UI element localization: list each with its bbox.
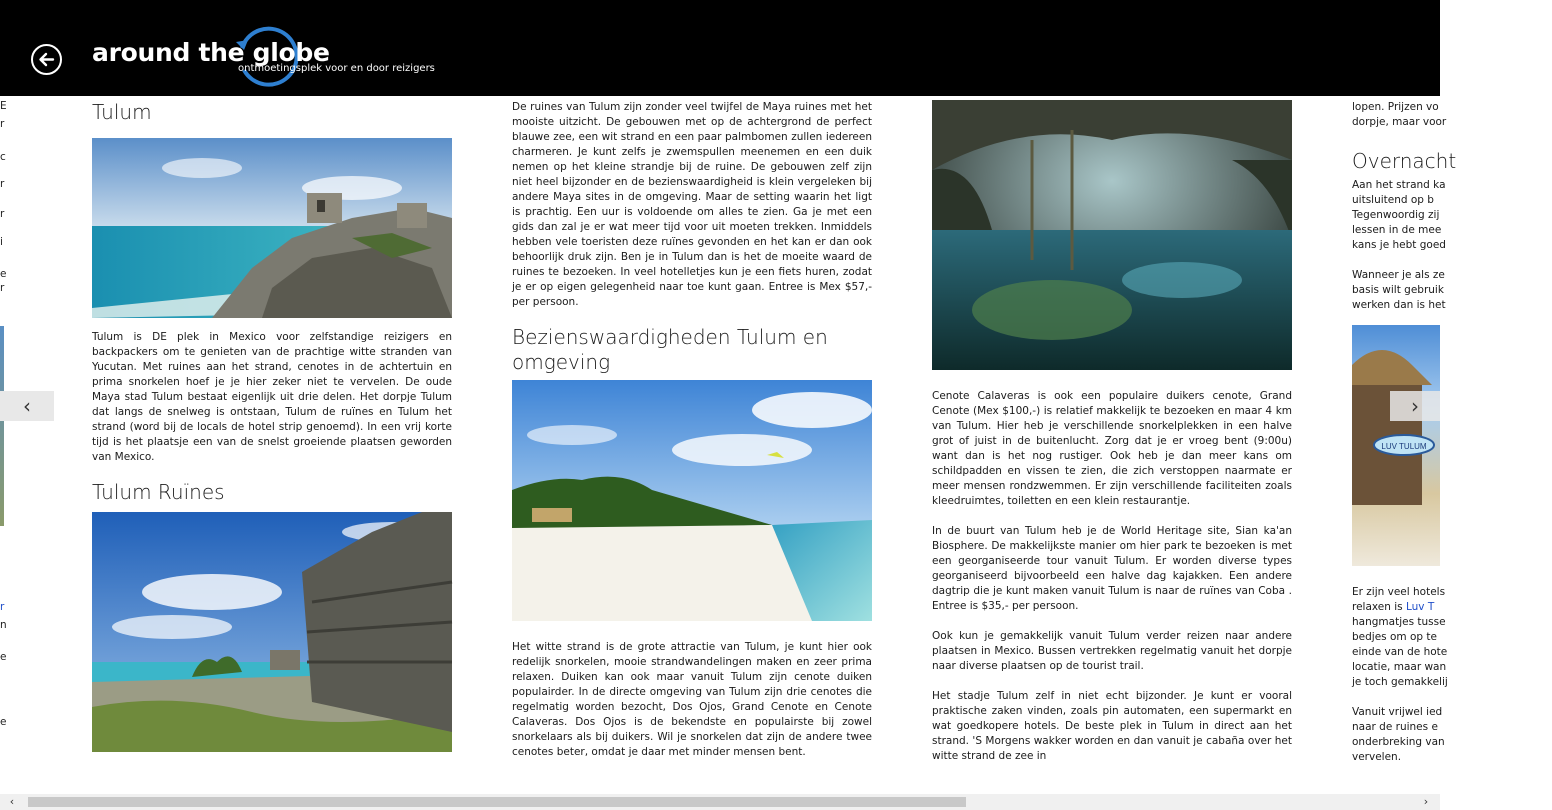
edge-char: r [0,118,5,130]
text-line: dorpje, maar voor [1352,116,1447,128]
chevron-left-icon: ‹ [23,394,31,418]
beach-paragraph: Het witte strand is de grote attractie van Tulum, je kunt hier ook redelijk snorkelen, mooie strandwandelingen maken en zeer prima relaxen. Duiken kan ook maar vanuit Tulum zijn cenote duiken populairder. In de directe omgeving van Tulum zijn drie cenotes die regelmatig worden bezocht, Dos Ojos, Grand Cenote en Cenote Calaveras. Dos Ojos is de bekendste en populairste bij zowel snorkelaars als bij duikers. Wil je snorkelen dat zijn de andere twee cenotes beter, omdat je daar met minder mensen bent. [512,641,872,758]
luv-tulum-link[interactable]: Luv T [1405,601,1435,613]
tulum-ruins-wall-image [92,512,452,752]
previous-page-button[interactable] [0,391,54,421]
beach-bar-image [1352,325,1440,566]
text-line: lessen in de mee [1352,224,1442,236]
chevron-right-icon: › [1423,795,1429,808]
text-line: Aan het strand ka [1352,179,1446,191]
cenote-cave-image [932,100,1292,370]
text-line: vervelen. [1352,751,1402,763]
text-fragment: relaxen is [1352,601,1406,613]
text-line: werken dan is het [1352,299,1446,311]
edge-char: e [0,651,7,663]
sign-text: LUV TULUM [1381,442,1427,451]
article-column-3 [932,96,1292,779]
scroll-left-button[interactable] [4,794,20,810]
chevron-right-icon: › [1411,394,1419,418]
tulum-ruins-coast-image [92,138,452,318]
text-line: Vanuit vrijwel ied [1352,706,1443,718]
cenote-paragraph: Cenote Calaveras is ook een populaire duikers cenote, Grand Cenote (Mex $100,-) is relatief makkelijk te bezoeken en maar 4 km van Tulum. Hier heb je verschillende snorkelplekken in een halve grot of juist in de buitenlucht. Zorg dat je er vroeg bent (9:00u) want dan is het nog rustiger. Ook heb je dan meer kans om schildpadden en vissen te zien, die zich verstoppen naarmate er meer mensen rondzwemmen. Er zijn verschillende faciliteiten zoals kleedruimtes, toiletten en een klein restaurantje. [932,390,1292,507]
back-button[interactable] [31,44,62,75]
edge-image [0,326,4,526]
section-heading: Bezienswaardigheden Tulum en omgeving [512,325,828,374]
edge-char: e [0,716,7,728]
article-column-1 [92,96,452,752]
edge-char: i [0,236,3,248]
text-line: hangmatjes tusse [1352,616,1446,628]
text-line: Er zijn veel hotels [1352,586,1446,598]
text-line [1352,600,1552,615]
article-column-2 [512,96,872,775]
intro-paragraph: Tulum is DE plek in Mexico voor zelfstandige reizigers en backpackers om te genieten van de prachtige witte stranden van Yucutan. Met ruines aan het strand, cenotes in de achtertuin en prima snorkelen hoef je je hier zeker niet te vervelen. De oude Maya stad Tulum bestaat eigenlijk uit drie delen. Het dorpje Tulum dat langs de snelweg is ontstaan, Tulum de ruïnes en Tulum het strand (word bij de locals de hotel strip genoemd). In een vrij korte tijd is het plaatsje een van de snelst groeiende plaatsen geworden van Mexico. [92,331,452,463]
text-line: je toch gemakkelij [1352,676,1448,688]
section-heading: Tulum Ruïnes [92,480,225,504]
edge-char: e [0,268,7,280]
text-line: basis wilt gebruik [1352,284,1444,296]
travel-paragraph: Ook kun je gemakkelijk vanuit Tulum verder reizen naar andere plaatsen in Mexico. Bussen vertrekken regelmatig vanuit het dorpje naar diverse plaatsen op de tourist trail. [932,630,1292,672]
edge-char: r [0,178,5,190]
text-line: locatie, maar wan [1352,661,1447,673]
biosphere-paragraph: In de buurt van Tulum heb je de World Heritage site, Sian ka'an Biosphere. De makkelijkste manier om hier park te bezoeken is met een georganiseerde tour vanuit Tulum. Er worden diverse types georganiseerd bijvoorbeeld een halve dag kajakken. Een andere dagtrip die je kunt maken vanuit Tulum is naar de ruïnes van Coba . Entree is $35,- per persoon. [932,525,1292,612]
chevron-left-icon: ‹ [9,795,15,808]
article-title: Tulum [92,100,152,124]
logo-title: around the globe [92,38,330,67]
edge-char: n [0,619,7,631]
town-paragraph: Het stadje Tulum zelf in niet echt bijzonder. Je kunt er vooral praktische zaken vinden, zoals pin automaten, een supermarkt en wat goedkopere hotels. De beste plek in Tulum in direct aan het strand. 'S Morgens wakker worden en dan vanuit je cabaña over het witte strand de zee in [932,690,1292,762]
tulum-beach-image [512,380,872,621]
text-line: bedjes om op te [1352,631,1437,643]
left-edge-column [0,96,7,796]
site-logo[interactable] [92,26,452,90]
article-column-4 [1352,96,1457,794]
app-header [0,0,1440,96]
ruins-paragraph: De ruines van Tulum zijn zonder veel twijfel de Maya ruines met het mooiste uitzicht. De gebouwen met op de achtergrond de perfect blauwe zee, een wit strand en een paar palmbomen zullen iedereen charmeren. Je kunt zelfs je zwemspullen meenemen en een duik nemen op het kleine strandje bij de ruine. De gebouwen zelf zijn niet heel bijzonder en de bezienswaardigheid is klein vergeleken bij andere Maya sites in de omgeving. Maar de setting waarin het ligt is prachtig. Een uur is voldoende om alles te zien. Ga je met een gids dan zal je er wat meer tijd voor uit moeten trekken. Inmiddels hebben vele toeristen deze ruïnes gevonden en het kan er dan ook behoorlijk druk zijn. Ben je in Tulum dan is het de moeite waard de ruines te bezoeken. In veel hotelletjes kun je een fiets huren, zodat je er op eigen gelegenheid naar toe kunt gaan. Entree is Mex $57,- per persoon. [512,101,872,308]
edge-char: c [0,151,6,163]
scroll-thumb[interactable] [28,797,966,807]
text-line: Tegenwoordig zij [1352,209,1440,221]
text-line: kans je hebt goed [1352,239,1446,251]
edge-char: E [0,100,7,112]
next-page-button[interactable] [1390,391,1440,421]
text-line: uitsluitend op b [1352,194,1434,206]
text-line: lopen. Prijzen vo [1352,101,1439,113]
text-line: onderbreking van [1352,736,1445,748]
section-heading: Overnacht [1352,149,1457,173]
text-line: einde van de hote [1352,646,1448,658]
text-line: Wanneer je als ze [1352,269,1445,281]
back-arrow-icon [37,50,56,69]
horizontal-scrollbar[interactable] [0,794,1440,810]
edge-char: r [0,208,5,220]
logo-subtitle: ontmoetingsplek voor en door reizigers [238,63,435,74]
scroll-right-button[interactable] [1418,794,1434,810]
edge-char: r [0,282,5,294]
edge-char: r [0,601,5,613]
text-line: naar de ruines e [1352,721,1438,733]
